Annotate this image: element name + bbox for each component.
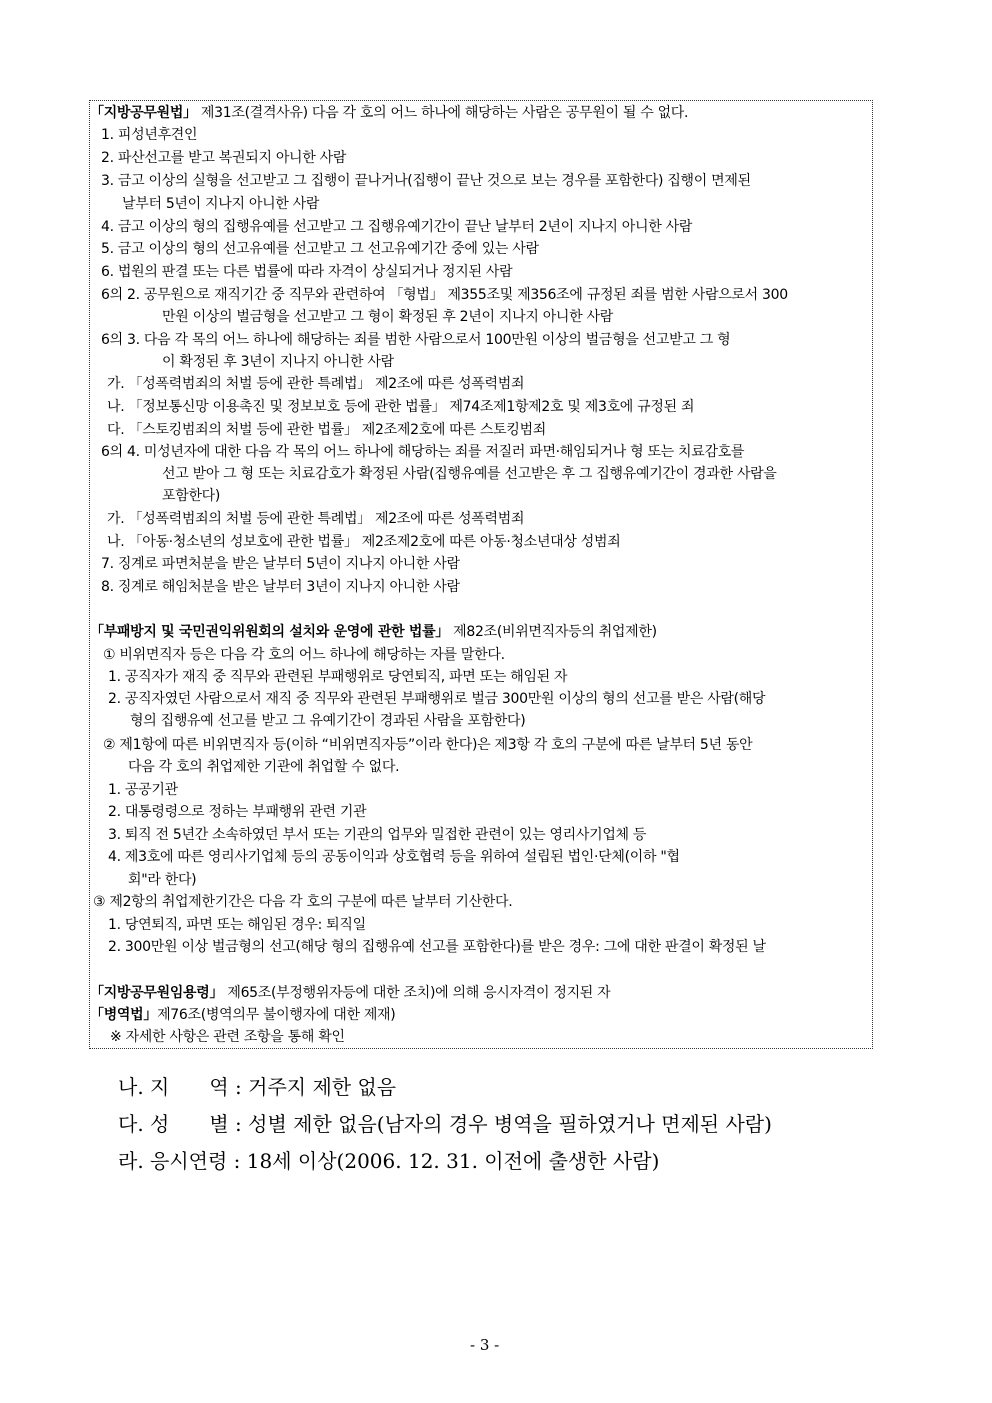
law-text: ② 제1항에 따른 비위면직자 등(이하 “비위면직자등”이라 한다)은 제3항 각 호의 구분에 따른 날부터 5년 동안 xyxy=(103,737,753,753)
law-text-line xyxy=(101,577,460,597)
law-text-line xyxy=(90,103,688,123)
law-text: 제82조(비위면직자등의 취업제한) xyxy=(449,624,657,640)
law-text-line xyxy=(101,285,788,305)
law-text-line xyxy=(108,667,567,687)
law-text: 다음 각 호의 취업제한 기관에 취업할 수 없다. xyxy=(128,759,400,775)
law-text: ③ 제2항의 취업제한기간은 다음 각 호의 구분에 따른 날부터 기산한다. xyxy=(93,894,513,910)
law-text-line xyxy=(107,532,620,552)
law-text: 6. 법원의 판결 또는 다른 법률에 따라 자격이 상실되거나 정지된 사람 xyxy=(101,264,513,280)
law-text: 제65조(부정행위자등에 대한 조치)에 의해 응시자격이 정지된 자 xyxy=(223,985,611,1001)
law-text: 3. 퇴직 전 5년간 소속하였던 부서 또는 기관의 업무와 밀접한 관련이 있는 영리사기업체 등 xyxy=(108,827,647,843)
law-text-line xyxy=(108,937,766,957)
law-text: 2. 300만원 이상 벌금형의 선고(해당 형의 집행유예 선고를 포함한다)를 받은 경우: 그에 대한 판결이 확정된 날 xyxy=(108,939,766,955)
law-text: 날부터 5년이 지나지 아니한 사람 xyxy=(122,196,320,212)
law-text: 7. 징계로 파면처분을 받은 날부터 5년이 지나지 아니한 사람 xyxy=(101,556,460,572)
law-text-line xyxy=(103,735,752,755)
law-text: 가. 「성폭력범죄의 처벌 등에 관한 특례법」 제2조에 따른 성폭력범죄 xyxy=(107,511,525,527)
law-text: 4. 제3호에 따른 영리사기업체 등의 공동이익과 상호협력 등을 위하여 설립된 법인·단체(이하 "협 xyxy=(108,849,680,865)
law-text-line xyxy=(107,509,524,529)
law-text: 5. 금고 이상의 형의 선고유예를 선고받고 그 선고유예기간 중에 있는 사람 xyxy=(101,241,539,257)
law-text-line xyxy=(101,262,512,282)
law-text: 가. 「성폭력범죄의 처벌 등에 관한 특례법」 제2조에 따른 성폭력범죄 xyxy=(107,376,525,392)
law-text-line xyxy=(108,825,646,845)
law-text-line xyxy=(103,645,505,665)
law-text: 다. 「스토킹범죄의 처벌 등에 관한 법률」 제2조제2호에 따른 스토킹범죄 xyxy=(107,422,547,438)
law-text: 나. 「정보통신망 이용촉진 및 정보보호 등에 관한 법률」 제74조제1항제2호 및 제3호에 규정된 죄 xyxy=(107,399,695,415)
law-text-line xyxy=(107,420,546,440)
page-number: - 3 - xyxy=(470,1336,500,1354)
law-text-line xyxy=(162,486,220,506)
law-text-line xyxy=(122,194,319,214)
law-text-line xyxy=(101,554,460,574)
law-text: 1. 공직자가 재직 중 직무와 관련된 부패행위로 당연퇴직, 파면 또는 해임된 자 xyxy=(108,669,568,685)
law-text: 선고 받아 그 형 또는 치료감호가 확정된 사람(집행유예를 선고받은 후 그 집행유예기간이 경과한 사람을 xyxy=(162,466,777,482)
law-text: 제76조(병역의무 불이행자에 대한 제재) xyxy=(157,1007,396,1023)
law-text: 포함한다) xyxy=(162,488,221,504)
law-text-line xyxy=(108,780,178,800)
law-text: 2. 공직자였던 사람으로서 재직 중 직무와 관련된 부패행위로 벌금 300만원 이상의 형의 선고를 받은 사람(해당 xyxy=(108,691,766,707)
law-text-line xyxy=(107,374,524,394)
law-text: 나. 「아동·청소년의 성보호에 관한 법률」 제2조제2호에 따른 아동·청소년대상 성범죄 xyxy=(107,534,621,550)
law-text-line xyxy=(101,171,751,191)
law-title: 「지방공무원임용령」 xyxy=(90,985,224,1001)
law-text-line xyxy=(128,757,399,777)
law-text: 회"라 한다) xyxy=(128,872,197,888)
law-text-line xyxy=(90,1005,395,1025)
law-text: ※ 자세한 사항은 관련 조항을 통해 확인 xyxy=(110,1029,345,1045)
law-text: 이 확정된 후 3년이 지나지 아니한 사람 xyxy=(162,354,394,370)
law-text-line xyxy=(101,442,744,462)
law-text: 2. 파산선고를 받고 복권되지 아니한 사람 xyxy=(101,150,347,166)
law-text: 6의 4. 미성년자에 대한 다음 각 목의 어느 하나에 해당하는 죄를 저질러 파면·해임되거나 형 또는 치료감호를 xyxy=(101,444,745,460)
law-text-line xyxy=(101,239,539,259)
law-text-line xyxy=(162,464,777,484)
requirement-value: : 18세 이상(2006. 12. 31. 이전에 출생한 사람) xyxy=(227,1149,660,1173)
law-text: 1. 피성년후견인 xyxy=(101,127,198,143)
requirement-value: : 성별 제한 없음(남자의 경우 병역을 필하였거나 면제된 사람) xyxy=(228,1112,772,1136)
law-text: 8. 징계로 해임처분을 받은 날부터 3년이 지나지 아니한 사람 xyxy=(101,579,460,595)
law-title: 「부패방지 및 국민권익위원회의 설치와 운영에 관한 법률」 xyxy=(90,624,449,640)
requirement-value: : 거주지 제한 없음 xyxy=(228,1075,397,1099)
requirement-age xyxy=(118,1148,659,1174)
law-text-line xyxy=(93,892,512,912)
requirement-label: 다. 성 별 xyxy=(118,1112,229,1136)
law-text: 1. 당연퇴직, 파면 또는 해임된 경우: 퇴직일 xyxy=(108,917,366,933)
law-title: 「지방공무원법」 xyxy=(90,105,197,121)
law-text-line xyxy=(101,125,197,145)
law-text-line xyxy=(90,622,657,642)
law-text-line xyxy=(162,352,394,372)
law-text: ① 비위면직자 등은 다음 각 호의 어느 하나에 해당하는 자를 말한다. xyxy=(103,647,505,663)
law-text: 제31조(결격사유) 다음 각 호의 어느 하나에 해당하는 사람은 공무원이 될 수 없다. xyxy=(196,105,689,121)
law-text: 1. 공공기관 xyxy=(108,782,178,798)
law-text: 6의 3. 다음 각 목의 어느 하나에 해당하는 죄를 범한 사람으로서 100만원 이상의 벌금형을 선고받고 그 형 xyxy=(101,332,731,348)
law-text: 4. 금고 이상의 형의 집행유예를 선고받고 그 집행유예기간이 끝난 날부터 2년이 지나지 아니한 사람 xyxy=(101,219,693,235)
law-text-line xyxy=(108,915,366,935)
law-text-line xyxy=(101,148,346,168)
law-text: 2. 대통령령으로 정하는 부패행위 관련 기관 xyxy=(108,804,367,820)
requirement-label: 나. 지 역 xyxy=(118,1075,229,1099)
law-text-line xyxy=(107,397,694,417)
law-text-line xyxy=(101,217,692,237)
law-text: 3. 금고 이상의 실형을 선고받고 그 집행이 끝나거나(집행이 끝난 것으로 보는 경우를 포함한다) 집행이 면제된 xyxy=(101,173,751,189)
requirement-region xyxy=(118,1074,396,1100)
law-text-line xyxy=(108,689,765,709)
law-text-line xyxy=(108,847,680,867)
law-text-line xyxy=(90,983,610,1003)
law-text: 만원 이상의 벌금형을 선고받고 그 형이 확정된 후 2년이 지나지 아니한 사람 xyxy=(162,309,613,325)
law-text: 형의 집행유예 선고를 받고 그 유예기간이 경과된 사람을 포함한다) xyxy=(130,713,526,729)
law-text-line xyxy=(162,307,613,327)
law-text-line xyxy=(110,1027,345,1047)
law-text-line xyxy=(128,870,196,890)
law-text: 6의 2. 공무원으로 재직기간 중 직무와 관련하여 「형법」 제355조및 제356조에 규정된 죄를 범한 사람으로서 300 xyxy=(101,287,788,303)
law-text-line xyxy=(130,711,525,731)
requirement-label: 라. 응시연령 xyxy=(118,1149,228,1173)
law-title: 「병역법」 xyxy=(90,1007,158,1023)
law-text-line xyxy=(108,802,366,822)
law-text-line xyxy=(101,330,730,350)
requirement-gender xyxy=(118,1111,772,1137)
